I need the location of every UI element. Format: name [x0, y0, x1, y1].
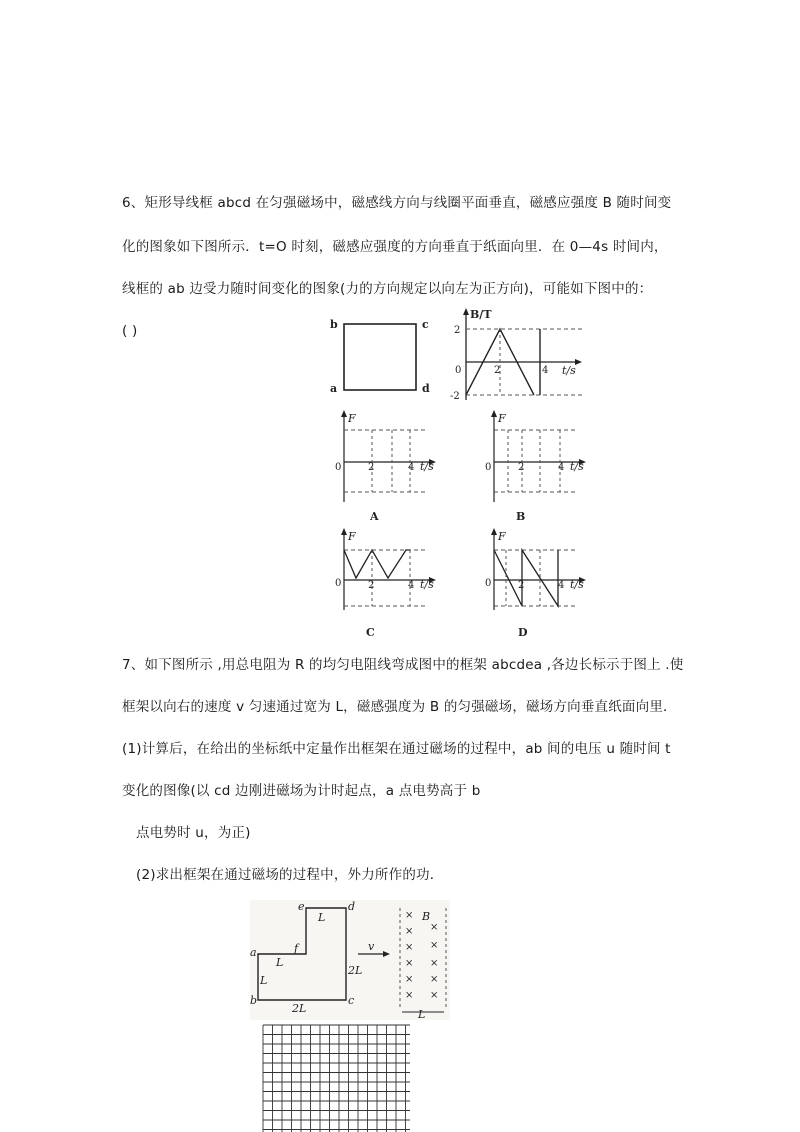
optD-label: D: [518, 626, 528, 639]
label-e: e: [298, 900, 305, 913]
label-a7: a: [250, 946, 257, 959]
q6-frame-abcd-figure: [328, 312, 438, 402]
optA-tick2: 2: [368, 462, 375, 473]
optB-tick2: 2: [518, 462, 525, 473]
bt-tick-x2: 2: [494, 365, 501, 376]
optD-ylabel: F: [498, 530, 506, 543]
bt-origin: 0: [455, 365, 462, 376]
optD-tick4: 4: [558, 580, 565, 591]
label-v: v: [368, 940, 375, 953]
label-d: d: [422, 382, 430, 395]
q7-line-6: (2)求出框架在通过磁场的过程中，外力所作的功．: [136, 867, 444, 883]
q6-line-1: 6、矩形导线框 abcd 在匀强磁场中，磁感线方向与线圈平面垂直，磁感应强度 B 随时间变: [122, 195, 672, 211]
label-L-mid: L: [276, 956, 284, 969]
q6-line-3: 线框的 ab 边受力随时间变化的图象(力的方向规定以向左为正方向)，可能如下图中的：: [122, 281, 653, 297]
svg-text:×: ×: [405, 974, 414, 985]
svg-text:×: ×: [405, 910, 414, 921]
q7-line-4: 变化的图像(以 cd 边刚进磁场为计时起点，a 点电势高于 b: [122, 783, 481, 799]
optA-xlabel: t/s: [420, 460, 434, 473]
optD-origin: 0: [485, 578, 492, 589]
q7-line-1: 7、如下图所示 ,用总电阻为 R 的均匀电阻线弯成图中的框架 abcdea ,各边长标示于图上 .使: [122, 657, 684, 673]
svg-text:×: ×: [430, 958, 439, 969]
optA-tick4: 4: [408, 462, 415, 473]
label-c7: c: [348, 994, 355, 1007]
frame-rectangle: [344, 324, 416, 390]
label-L-left: L: [260, 974, 268, 987]
svg-text:×: ×: [430, 974, 439, 985]
q7-frame-field-figure: [250, 900, 450, 1020]
q7-line-3: (1)计算后，在给出的坐标纸中定量作出框架在通过磁场的过程中，ab 间的电压 u 随时间 t: [122, 741, 671, 757]
svg-text:×: ×: [430, 922, 439, 933]
optA-label: A: [370, 510, 379, 523]
optD-xlabel: t/s: [570, 578, 584, 591]
q6-option-a-graph: [332, 410, 442, 524]
label-b7: b: [250, 994, 258, 1007]
q6-line-2: 化的图象如下图所示．t=O 时刻，磁感应强度的方向垂直于纸面向里．在 0—4s 时间内，: [122, 239, 668, 255]
optA-ylabel: F: [348, 412, 356, 425]
bt-tick-neg2: -2: [450, 391, 460, 402]
q6-option-d-graph: [482, 528, 592, 640]
optC-origin: 0: [335, 578, 342, 589]
q6-answer-blank: ( ): [122, 323, 138, 339]
svg-text:×: ×: [405, 926, 414, 937]
label-L-top: L: [318, 911, 326, 924]
optC-tick4: 4: [408, 580, 415, 591]
bt-xlabel: t/s: [562, 364, 576, 377]
q6-option-c-graph: [332, 528, 442, 640]
bt-tick-x4: 4: [542, 365, 549, 376]
optC-label: C: [366, 626, 375, 639]
optC-ylabel: F: [348, 530, 356, 543]
svg-text:×: ×: [430, 990, 439, 1001]
bt-ylabel: B/T: [470, 308, 492, 321]
label-c: c: [422, 318, 429, 331]
label-b: b: [330, 318, 338, 331]
bt-tick-2: 2: [454, 325, 461, 336]
optB-label: B: [516, 510, 526, 523]
label-L-field: L: [418, 1008, 426, 1020]
q6-bt-graph: [448, 306, 588, 404]
optD-tick2: 2: [518, 580, 525, 591]
label-2L-bottom: 2L: [292, 1002, 307, 1015]
svg-text:×: ×: [405, 958, 414, 969]
optB-origin: 0: [485, 462, 492, 473]
label-f: f: [294, 942, 299, 955]
label-B-field: B: [422, 910, 431, 923]
optA-origin: 0: [335, 462, 342, 473]
svg-text:×: ×: [405, 990, 414, 1001]
svg-text:×: ×: [430, 940, 439, 951]
optC-tick2: 2: [368, 580, 375, 591]
optB-ylabel: F: [498, 412, 506, 425]
label-a: a: [330, 382, 338, 395]
q7-grid-paper: [262, 1024, 412, 1132]
optC-xlabel: t/s: [420, 578, 434, 591]
label-d7: d: [348, 900, 356, 913]
svg-text:×: ×: [405, 942, 414, 953]
label-2L-right: 2L: [348, 964, 363, 977]
optB-tick4: 4: [558, 462, 565, 473]
optB-xlabel: t/s: [570, 460, 584, 473]
q7-line-5: 点电势时 u，为正): [136, 825, 251, 841]
q6-option-b-graph: [482, 410, 592, 524]
q7-line-2: 框架以向右的速度 v 匀速通过宽为 L，磁感强度为 B 的匀强磁场，磁场方向垂直纸面向里．: [122, 699, 677, 715]
